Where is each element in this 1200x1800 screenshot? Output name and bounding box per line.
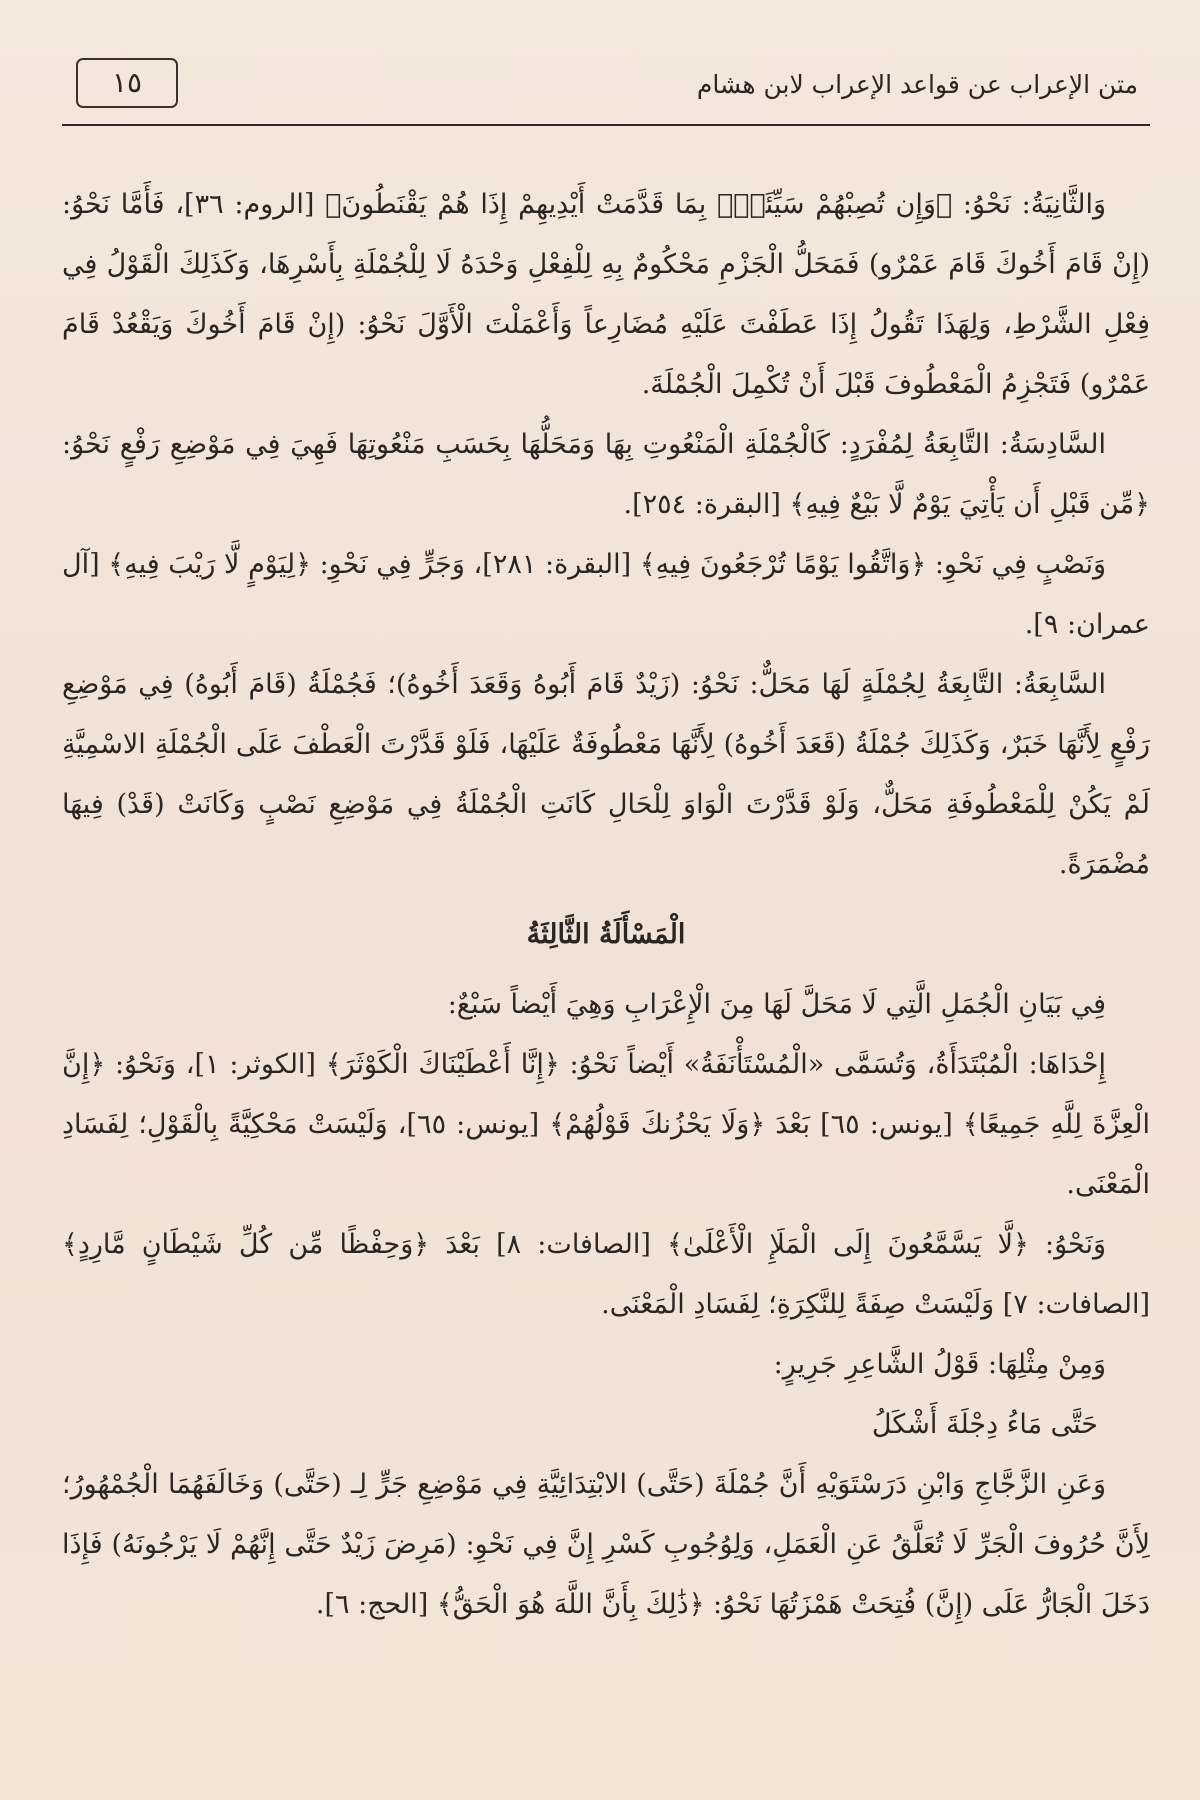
section-first-type: إِحْدَاهَا: الْمُبْتَدَأَةُ، وَتُسَمَّى «الْمُسْتَأْنَفَةُ» أَيْضاً نَحْوُ: ﴿إِنَّا أَعْطَيْنَاكَ الْكَوْثَرَ﴾ [الكوثر: ١]، وَنَحْوُ: ﴿إِنَّ الْعِزَّةَ لِلَّهِ جَمِيعًا﴾ [يونس: ٦٥] بَعْدَ ﴿وَلَا يَحْزُنكَ قَوْلُهُمْ﴾ [يونس: ٦٥]، وَلَيْسَتْ مَحْكِيَّةً بِالْقَوْلِ؛ لِفَسَادِ الْمَعْنَى.: [62, 1049, 1150, 1200]
header-divider: [62, 124, 1150, 126]
paragraph-seventh: السَّابِعَةُ: التَّابِعَةُ لِجُمْلَةٍ لَهَا مَحَلٌّ: نَحْوُ: (زَيْدٌ قَامَ أَبُوهُ وَقَعَدَ أَخُوهُ)؛ فَجُمْلَةُ (قَامَ أَبُوهُ) فِي مَوْضِعِ رَفْعٍ لِأَنَّهَا خَبَرٌ، وَكَذَلِكَ جُمْلَةُ (قَعَدَ أَخُوهُ) لِأَنَّهَا مَعْطُوفَةٌ عَلَيْهَا، فَلَوْ قَدَّرْتَ الْعَطْفَ عَلَى الْجُمْلَةِ الاسْمِيَّةِ لَمْ يَكُنْ لِلْمَعْطُوفَةِ مَحَلٌّ، وَلَوْ قَدَّرْتَ الْوَاوَ لِلْحَالِ كَانَتِ الْجُمْلَةُ فِي مَوْضِعِ نَصْبٍ وَكَانَتْ (قَدْ) فِيهَا مُضْمَرَةً.: [62, 669, 1150, 880]
spacer: [62, 895, 1150, 905]
final-paragraph: وَعَنِ الزَّجَّاجِ وَابْنِ دَرَسْتَوَيْهِ أَنَّ جُمْلَةَ (حَتَّى) الابْتِدَائِيَّةِ فِي مَوْضِعِ جَرٍّ لِـ (حَتَّى) وَخَالَفَهُمَا الْجُمْهُورُ؛ لِأَنَّ حُرُوفَ الْجَرِّ لَا تُعَلَّقُ عَنِ الْعَمَلِ، وَلِوُجُوبِ كَسْرِ إِنَّ فِي نَحْوِ: (مَرِضَ زَيْدٌ حَتَّى إِنَّهُمْ لَا يَرْجُونَهُ) فَإِذَا دَخَلَ الْجَارُّ عَلَى (إِنَّ) فُتِحَتْ هَمْزَتُهَا نَحْوُ: ﴿ذَٰلِكَ بِأَنَّ اللَّهَ هُوَ الْحَقُّ﴾ [الحج: ٦].: [62, 1469, 1150, 1620]
section-heading: الْمَسْأَلَةُ الثَّالِثَةُ: [526, 919, 686, 950]
section-intro: فِي بَيَانِ الْجُمَلِ الَّتِي لَا مَحَلَّ لَهَا مِنَ الْإِعْرَابِ وَهِيَ أَيْضاً سَبْعٌ:: [447, 989, 1106, 1020]
spacer: [62, 965, 1150, 975]
running-title: متن الإعراب عن قواعد الإعراب لابن هشام: [696, 70, 1138, 99]
page-header: [62, 54, 1150, 126]
section-poet-intro: وَمِنْ مِثْلِهَا: قَوْلُ الشَّاعِرِ جَرِيرٍ:: [773, 1349, 1106, 1380]
section-second-example: وَنَحْوُ: ﴿لَّا يَسَّمَّعُونَ إِلَى الْمَلَإِ الْأَعْلَىٰ﴾ [الصافات: ٨] بَعْدَ ﴿وَحِفْظًا مِّن كُلِّ شَيْطَانٍ مَّارِدٍ﴾ [الصافات: ٧] وَلَيْسَتْ صِفَةً لِلنَّكِرَةِ؛ لِفَسَادِ الْمَعْنَى.: [62, 1229, 1150, 1320]
poem-line: حَتَّى مَاءُ دِجْلَةَ أَشْكَلُ: [871, 1409, 1098, 1440]
page-number: ١٥: [76, 58, 178, 108]
paragraph-sixth-continuation: وَنَصْبٍ فِي نَحْوِ: ﴿وَاتَّقُوا يَوْمًا تُرْجَعُونَ فِيهِ﴾ [البقرة: ٢٨١]، وَجَرٍّ فِي نَحْوِ: ﴿لِيَوْمٍ لَّا رَيْبَ فِيهِ﴾ [آل عمران: ٩].: [62, 549, 1150, 640]
paragraph-second-example: وَالثَّانِيَةُ: نَحْوُ: ﴿وَإِن تُصِبْهُمْ سَيِّئَةٌۢ بِمَا قَدَّمَتْ أَيْدِيهِمْ إِذَا هُمْ يَقْنَطُونَ﴾ [الروم: ٣٦]، فَأَمَّا نَحْوُ: (إِنْ قَامَ أَخُوكَ قَامَ عَمْرٌو) فَمَحَلُّ الْجَزْمِ مَحْكُومٌ بِهِ لِلْفِعْلِ وَحْدَهُ لَا لِلْجُمْلَةِ بِأَسْرِهَا، وَكَذَلِكَ الْقَوْلُ فِي فِعْلِ الشَّرْطِ، وَلِهَذَا تَقُولُ إِذَا عَطَفْتَ عَلَيْهِ مُضَارِعاً وَأَعْمَلْتَ الْأَوَّلَ نَحْوُ: (إِنْ قَامَ أَخُوكَ وَيَقْعُدْ قَامَ عَمْرٌو) فَتَجْزِمُ الْمَعْطُوفَ قَبْلَ أَنْ تُكْمِلَ الْجُمْلَةَ.: [62, 189, 1150, 400]
page-content: [62, 175, 1150, 1635]
paragraph-sixth: السَّادِسَةُ: التَّابِعَةُ لِمُفْرَدٍ: كَالْجُمْلَةِ الْمَنْعُوتِ بِهَا وَمَحَلُّهَا بِحَسَبِ مَنْعُوتِهَا فَهِيَ فِي مَوْضِعِ رَفْعٍ نَحْوُ: ﴿مِّن قَبْلِ أَن يَأْتِيَ يَوْمٌ لَّا بَيْعٌ فِيهِ﴾ [البقرة: ٢٥٤].: [62, 429, 1150, 520]
